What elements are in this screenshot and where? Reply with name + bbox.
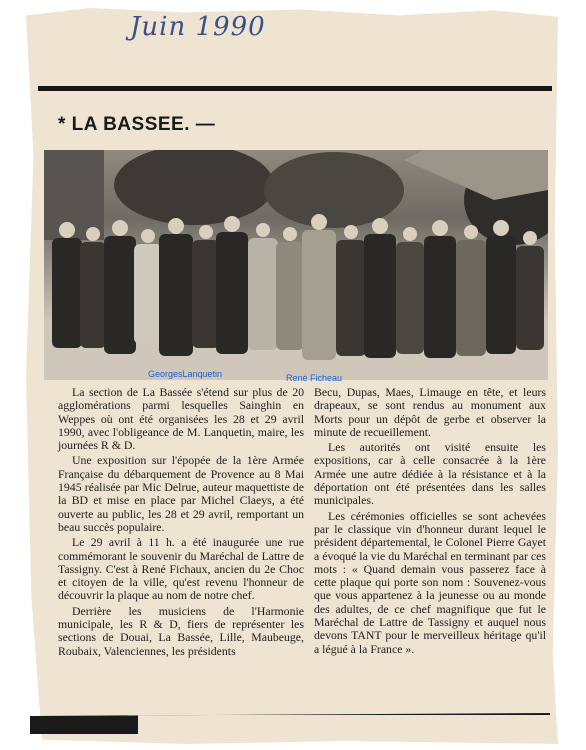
handwritten-date: Juin 1990 xyxy=(130,12,266,42)
article-paragraph: Becu, Dupas, Maes, Limauge en tête, et leurs drapeaux, se sont rendus au monument aux Morts pour un dépôt de gerbe et observer la minute de recueillement. xyxy=(314,385,546,439)
article-heading: * LA BASSEE. — xyxy=(58,114,216,135)
article-left-column xyxy=(58,386,304,658)
photo-caption-left: GeorgesLanquetin xyxy=(148,369,223,379)
photo-caption-right: René Ficheau xyxy=(286,373,343,383)
article-right-column xyxy=(314,386,546,656)
article-paragraph: Derrière les musiciens de l'Harmonie municipale, les R & D, fiers de représenter les sections de Douai, La Bassée, Lille, Maubeuge, Roubaix, Valenciennes, les présidents xyxy=(58,603,304,658)
group-photo-illustration xyxy=(44,150,548,380)
header-rule xyxy=(38,86,552,91)
article-paragraph: Le 29 avril à 11 h. a été inaugurée une rue commémorant le souvenir du Maréchal de Lattre de Tassigny. C'est à René Fichaux, ancien du 2e Choc et citoyen de la ville, qu'est revenu l'honneur de découvrir la plaque au nom de notre chef. xyxy=(58,535,304,603)
article-paragraph: Les cérémonies officielles se sont achevées par le classique vin d'honneur durant lequel le président départemental, le Colonel Pierre Gayet a évoqué la vie du Maréchal en terminant par ces mots : « Quand demain vous passerez face à cette plaque qui porte son nom : Souvenez-vous que vous appartenez à la jeunesse ou au monde des adultes, de ce chef magnifique que fut le Maréchal de Lattre de Tassigny et auquel nous devons TANT pour le merveilleux héritage qu'il a légué à la France ». xyxy=(314,508,546,656)
article-paragraph: Les autorités ont visité ensuite les expositions, car à celle consacrée à la 1ère Armée une autre dédiée à la résistance et à la déportation ont été présentées dans les salles municipales. xyxy=(314,440,546,508)
group-photo xyxy=(44,150,548,380)
article-paragraph: La section de La Bassée s'étend sur plus de 20 agglomérations parmi lesquelles Sainghin en Weppes où ont été organisées les 28 et 29 avril 1990, avec l'obligeance de M. Lanquetin, maire, les journées R & D. xyxy=(58,385,304,453)
article-paragraph: Une exposition sur l'épopée de la 1ère Armée Française du débarquement de Provence au 8 Mai 1945 réalisée par Mic Delrue, auteur maquettiste de la BD et mise en place par Michel Claeys, a été ouverte au public, les 28 et 29 avril, remportant un beau succès populaire. xyxy=(58,453,304,534)
